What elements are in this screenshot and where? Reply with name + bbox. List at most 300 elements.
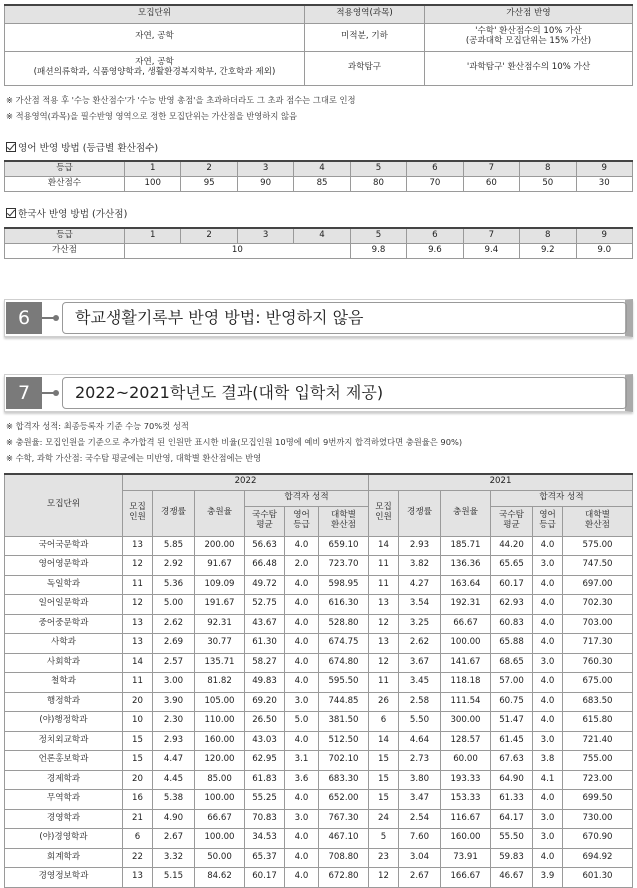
header-year-2021: 2021 (369, 474, 633, 490)
fill-rate-cell: 141.67 (441, 653, 491, 673)
english-grade-cell: 3.1 (285, 751, 319, 771)
unit-name-cell: 독일학과 (5, 575, 123, 595)
fill-rate-cell: 81.82 (195, 673, 245, 693)
header-kst-avg: 국수탐 평균 (491, 506, 533, 536)
kst-avg-cell: 59.83 (491, 848, 533, 868)
grade-cell: 9 (576, 228, 633, 243)
note: ※ 수학, 과학 가산점: 국수탐 평균에는 미반영, 대학별 환산점에는 반영 (6, 453, 262, 463)
univ-score-cell: 381.50 (319, 712, 369, 732)
kst-avg-cell: 61.45 (491, 731, 533, 751)
competition-cell: 4.64 (399, 731, 441, 751)
competition-cell: 5.15 (153, 868, 195, 888)
kst-avg-cell: 60.17 (491, 575, 533, 595)
section-7-banner (4, 374, 633, 412)
quota-cell: 21 (123, 809, 153, 829)
header-fill-rate: 충원율 (441, 490, 491, 536)
quota-cell: 16 (123, 790, 153, 810)
fill-rate-cell: 160.00 (195, 731, 245, 751)
kst-avg-cell: 61.83 (245, 770, 285, 790)
grade-cell: 5 (350, 161, 406, 176)
univ-score-cell: 699.50 (563, 790, 633, 810)
unit-name-cell: 사학과 (5, 634, 123, 654)
english-grade-cell: 4.0 (533, 634, 563, 654)
univ-score-cell: 672.80 (319, 868, 369, 888)
unit-name-cell: 경제학과 (5, 770, 123, 790)
quota-cell: 11 (369, 556, 399, 576)
competition-cell: 3.04 (399, 848, 441, 868)
area-cell: 과학탐구 (305, 51, 425, 85)
note: ※ 충원율: 모집인원을 기준으로 추가합격 된 인원만 표시한 비율(모집인원 10명에 예비 9번까지 합격하였다면 충원율은 90%) (6, 437, 463, 447)
grade-cell: 1 (125, 161, 181, 176)
competition-cell: 3.80 (399, 770, 441, 790)
english-grade-cell: 3.0 (533, 556, 563, 576)
bonus-cell: 9.8 (350, 243, 406, 258)
header-competition: 경쟁률 (399, 490, 441, 536)
kst-avg-cell: 60.17 (245, 868, 285, 888)
fill-rate-cell: 85.00 (195, 770, 245, 790)
english-grade-cell: 3.9 (533, 868, 563, 888)
kst-avg-cell: 61.30 (245, 634, 285, 654)
unit-name-cell: 철학과 (5, 673, 123, 693)
grade-cell: 6 (407, 228, 463, 243)
univ-score-cell: 723.70 (319, 556, 369, 576)
kst-avg-cell: 62.95 (245, 751, 285, 771)
header-competition: 경쟁률 (153, 490, 195, 536)
header-unit: 모집단위 (5, 5, 305, 23)
fill-rate-cell: 105.00 (195, 692, 245, 712)
quota-cell: 13 (123, 536, 153, 556)
quota-cell: 6 (369, 712, 399, 732)
quota-cell: 20 (123, 770, 153, 790)
quota-cell: 23 (369, 848, 399, 868)
competition-cell: 2.92 (153, 556, 195, 576)
competition-cell: 4.45 (153, 770, 195, 790)
english-grade-cell: 3.0 (533, 653, 563, 673)
unit-name-cell: 국어국문학과 (5, 536, 123, 556)
bonus-cell: 9.0 (576, 243, 633, 258)
unit-name-cell: (야)행정학과 (5, 712, 123, 732)
bonus-cell: 9.6 (407, 243, 463, 258)
grade-cell: 4 (294, 228, 350, 243)
quota-cell: 11 (123, 673, 153, 693)
kst-avg-cell: 55.25 (245, 790, 285, 810)
quota-cell: 13 (369, 595, 399, 615)
quota-cell: 15 (369, 751, 399, 771)
fill-rate-cell: 91.67 (195, 556, 245, 576)
univ-score-cell: 744.85 (319, 692, 369, 712)
header-fill-rate: 충원율 (195, 490, 245, 536)
competition-cell: 2.93 (153, 731, 195, 751)
grade-cell: 6 (407, 161, 463, 176)
quota-cell: 26 (369, 692, 399, 712)
grade-cell: 9 (576, 161, 633, 176)
univ-score-cell: 717.30 (563, 634, 633, 654)
header-kst-avg: 국수탐 평균 (245, 506, 285, 536)
kst-avg-cell: 57.00 (491, 673, 533, 693)
unit-name-cell: 행정학과 (5, 692, 123, 712)
english-grade-cell: 4.0 (285, 829, 319, 849)
grade-cell: 8 (520, 228, 576, 243)
score-cell: 30 (576, 176, 633, 191)
unit-name-cell: 언론홍보학과 (5, 751, 123, 771)
univ-score-cell: 616.30 (319, 595, 369, 615)
score-cell: 50 (520, 176, 576, 191)
english-grade-cell: 4.0 (533, 673, 563, 693)
quota-cell: 13 (369, 634, 399, 654)
univ-score-cell: 760.30 (563, 653, 633, 673)
table-row (5, 790, 633, 810)
header-english-grade: 영어 등급 (285, 506, 319, 536)
fill-rate-cell: 136.36 (441, 556, 491, 576)
english-grade-cell: 4.0 (285, 595, 319, 615)
kst-avg-cell: 55.50 (491, 829, 533, 849)
table-row (5, 829, 633, 849)
competition-cell: 3.45 (399, 673, 441, 693)
bonus-label: 가산점 (5, 243, 125, 258)
checkbox-icon (6, 142, 16, 152)
fill-rate-cell: 84.62 (195, 868, 245, 888)
quota-cell: 24 (369, 809, 399, 829)
kst-avg-cell: 67.63 (491, 751, 533, 771)
univ-score-cell: 697.00 (563, 575, 633, 595)
english-section-title: 영어 반영 방법 (등급별 환산점수) (6, 140, 158, 154)
english-table (4, 160, 633, 192)
fill-rate-cell: 92.31 (195, 614, 245, 634)
univ-score-cell: 467.10 (319, 829, 369, 849)
fill-rate-cell: 109.09 (195, 575, 245, 595)
score-cell: 95 (181, 176, 237, 191)
quota-cell: 14 (123, 653, 153, 673)
kst-avg-cell: 46.67 (491, 868, 533, 888)
kst-avg-cell: 60.75 (491, 692, 533, 712)
fill-rate-cell: 66.67 (441, 614, 491, 634)
competition-cell: 2.30 (153, 712, 195, 732)
table-row (5, 536, 633, 556)
competition-cell: 2.54 (399, 809, 441, 829)
fill-rate-cell: 191.67 (195, 595, 245, 615)
bonus-cell: '과학탐구' 환산점수의 10% 가산 (425, 51, 633, 85)
kst-avg-cell: 43.67 (245, 614, 285, 634)
header-pass-scores: 합격자 성적 (245, 490, 369, 506)
quota-cell: 22 (123, 848, 153, 868)
competition-cell: 2.73 (399, 751, 441, 771)
competition-cell: 2.58 (399, 692, 441, 712)
table-row (5, 809, 633, 829)
univ-score-cell: 601.30 (563, 868, 633, 888)
english-grade-cell: 3.0 (285, 692, 319, 712)
competition-cell: 4.47 (153, 751, 195, 771)
quota-cell: 15 (123, 731, 153, 751)
english-grade-cell: 4.0 (533, 848, 563, 868)
fill-rate-cell: 118.18 (441, 673, 491, 693)
bonus-merged-cell: 10 (125, 243, 351, 258)
table-row (5, 868, 633, 888)
header-univ-score: 대학별 환산점 (319, 506, 369, 536)
header-english-grade: 영어 등급 (533, 506, 563, 536)
fill-rate-cell: 100.00 (441, 634, 491, 654)
competition-cell: 2.93 (399, 536, 441, 556)
quota-cell: 20 (123, 692, 153, 712)
results-table (4, 473, 633, 888)
competition-cell: 7.60 (399, 829, 441, 849)
univ-score-cell: 767.30 (319, 809, 369, 829)
univ-score-cell: 674.75 (319, 634, 369, 654)
english-grade-cell: 3.8 (533, 751, 563, 771)
fill-rate-cell: 66.67 (195, 809, 245, 829)
section-title: 학교생활기록부 반영 방법: 반영하지 않음 (62, 302, 627, 334)
english-grade-cell: 5.0 (285, 712, 319, 732)
fill-rate-cell: 50.00 (195, 848, 245, 868)
univ-score-cell: 659.10 (319, 536, 369, 556)
bonus-cell: 9.4 (463, 243, 519, 258)
section-number: 6 (6, 302, 42, 334)
english-grade-cell: 4.0 (533, 575, 563, 595)
kst-avg-cell: 70.83 (245, 809, 285, 829)
kst-avg-cell: 65.88 (491, 634, 533, 654)
quota-cell: 12 (123, 556, 153, 576)
fill-rate-cell: 111.54 (441, 692, 491, 712)
competition-cell: 2.57 (153, 653, 195, 673)
bonus-table (4, 4, 633, 86)
quota-cell: 5 (369, 829, 399, 849)
history-section-title: 한국사 반영 방법 (가산점) (6, 206, 127, 220)
english-grade-cell: 4.0 (285, 848, 319, 868)
fill-rate-cell: 166.67 (441, 868, 491, 888)
grade-cell: 3 (237, 228, 293, 243)
kst-avg-cell: 61.33 (491, 790, 533, 810)
unit-name-cell: 회계학과 (5, 848, 123, 868)
table-row (5, 751, 633, 771)
table-row (5, 731, 633, 751)
grade-label: 등급 (5, 161, 125, 176)
quota-cell: 13 (123, 868, 153, 888)
quota-cell: 11 (369, 575, 399, 595)
univ-score-cell: 528.80 (319, 614, 369, 634)
unit-name-cell: 경영정보학과 (5, 868, 123, 888)
unit-cell: 자연, 공학 (패션의류학과, 식품영양학과, 생활환경복지학부, 간호학과 제외) (5, 51, 305, 85)
quota-cell: 12 (369, 614, 399, 634)
score-label: 환산점수 (5, 176, 125, 191)
header-area: 적용영역(과목) (305, 5, 425, 23)
english-grade-cell: 3.0 (533, 809, 563, 829)
english-grade-cell: 4.0 (533, 790, 563, 810)
checkbox-icon (6, 208, 16, 218)
fill-rate-cell: 110.00 (195, 712, 245, 732)
english-grade-cell: 3.6 (285, 770, 319, 790)
fill-rate-cell: 128.57 (441, 731, 491, 751)
univ-score-cell: 675.00 (563, 673, 633, 693)
grade-cell: 5 (350, 228, 406, 243)
header-quota: 모집 인원 (123, 490, 153, 536)
competition-cell: 3.90 (153, 692, 195, 712)
quota-cell: 14 (369, 536, 399, 556)
univ-score-cell: 747.50 (563, 556, 633, 576)
unit-name-cell: 경영학과 (5, 809, 123, 829)
competition-cell: 5.50 (399, 712, 441, 732)
note: ※ 적용영역(과목)을 필수반영 영역으로 정한 모집단위는 가산점을 반영하지 않음 (6, 111, 298, 121)
english-grade-cell: 4.0 (533, 536, 563, 556)
score-cell: 60 (463, 176, 519, 191)
quota-cell: 11 (123, 575, 153, 595)
kst-avg-cell: 65.37 (245, 848, 285, 868)
score-cell: 85 (294, 176, 350, 191)
kst-avg-cell: 60.83 (491, 614, 533, 634)
table-row (5, 575, 633, 595)
header-bonus: 가산점 반영 (425, 5, 633, 23)
kst-avg-cell: 65.65 (491, 556, 533, 576)
english-grade-cell: 4.0 (533, 692, 563, 712)
kst-avg-cell: 58.27 (245, 653, 285, 673)
competition-cell: 3.00 (153, 673, 195, 693)
grade-cell: 3 (237, 161, 293, 176)
univ-score-cell: 595.50 (319, 673, 369, 693)
competition-cell: 3.54 (399, 595, 441, 615)
quota-cell: 15 (123, 751, 153, 771)
grade-cell: 7 (463, 161, 519, 176)
quota-cell: 12 (369, 868, 399, 888)
univ-score-cell: 702.30 (563, 595, 633, 615)
fill-rate-cell: 193.33 (441, 770, 491, 790)
fill-rate-cell: 60.00 (441, 751, 491, 771)
table-row (5, 770, 633, 790)
competition-cell: 5.36 (153, 575, 195, 595)
fill-rate-cell: 116.67 (441, 809, 491, 829)
history-table (4, 227, 633, 259)
quota-cell: 11 (369, 673, 399, 693)
competition-cell: 5.00 (153, 595, 195, 615)
competition-cell: 2.62 (399, 634, 441, 654)
quota-cell: 13 (123, 634, 153, 654)
section-number: 7 (6, 377, 42, 409)
kst-avg-cell: 43.03 (245, 731, 285, 751)
univ-score-cell: 723.00 (563, 770, 633, 790)
univ-score-cell: 575.00 (563, 536, 633, 556)
univ-score-cell: 615.80 (563, 712, 633, 732)
univ-score-cell: 674.80 (319, 653, 369, 673)
table-row (5, 634, 633, 654)
fill-rate-cell: 100.00 (195, 790, 245, 810)
competition-cell: 3.25 (399, 614, 441, 634)
competition-cell: 2.69 (153, 634, 195, 654)
competition-cell: 3.67 (399, 653, 441, 673)
univ-score-cell: 683.50 (563, 692, 633, 712)
english-grade-cell: 4.0 (285, 614, 319, 634)
score-cell: 90 (237, 176, 293, 191)
competition-cell: 5.85 (153, 536, 195, 556)
grade-cell: 2 (181, 161, 237, 176)
competition-cell: 3.82 (399, 556, 441, 576)
univ-score-cell: 683.30 (319, 770, 369, 790)
english-grade-cell: 4.0 (533, 614, 563, 634)
grade-cell: 7 (463, 228, 519, 243)
fill-rate-cell: 163.64 (441, 575, 491, 595)
header-univ-score: 대학별 환산점 (563, 506, 633, 536)
competition-cell: 3.32 (153, 848, 195, 868)
note: ※ 가산점 적용 후 '수능 환산점수'가 '수능 반영 총점'을 초과하더라도 그 초과 점수는 그대로 인정 (6, 95, 356, 105)
kst-avg-cell: 69.20 (245, 692, 285, 712)
english-grade-cell: 4.1 (533, 770, 563, 790)
quota-cell: 10 (123, 712, 153, 732)
note: ※ 합격자 성적: 최종등록자 기준 수능 70%컷 성적 (6, 421, 189, 431)
univ-score-cell: 730.00 (563, 809, 633, 829)
univ-score-cell: 652.00 (319, 790, 369, 810)
quota-cell: 15 (369, 790, 399, 810)
unit-cell: 자연, 공학 (5, 23, 305, 51)
kst-avg-cell: 64.17 (491, 809, 533, 829)
quota-cell: 15 (369, 770, 399, 790)
univ-score-cell: 708.80 (319, 848, 369, 868)
score-cell: 80 (350, 176, 406, 191)
fill-rate-cell: 135.71 (195, 653, 245, 673)
english-grade-cell: 2.0 (285, 556, 319, 576)
kst-avg-cell: 51.47 (491, 712, 533, 732)
fill-rate-cell: 200.00 (195, 536, 245, 556)
bonus-cell: 9.2 (520, 243, 576, 258)
english-grade-cell: 4.0 (285, 653, 319, 673)
grade-cell: 2 (181, 228, 237, 243)
english-grade-cell: 4.0 (285, 790, 319, 810)
english-grade-cell: 4.0 (533, 595, 563, 615)
quota-cell: 14 (369, 731, 399, 751)
univ-score-cell: 598.95 (319, 575, 369, 595)
grade-cell: 1 (125, 228, 181, 243)
univ-score-cell: 670.90 (563, 829, 633, 849)
bonus-cell: '수학' 환산점수의 10% 가산 (공과대학 모집단위는 15% 가산) (425, 23, 633, 51)
table-row (5, 848, 633, 868)
competition-cell: 5.38 (153, 790, 195, 810)
english-grade-cell: 3.0 (533, 731, 563, 751)
quota-cell: 13 (123, 614, 153, 634)
header-pass-scores: 합격자 성적 (491, 490, 633, 506)
kst-avg-cell: 49.83 (245, 673, 285, 693)
univ-score-cell: 703.00 (563, 614, 633, 634)
kst-avg-cell: 62.93 (491, 595, 533, 615)
grade-cell: 8 (520, 161, 576, 176)
score-cell: 100 (125, 176, 181, 191)
fill-rate-cell: 120.00 (195, 751, 245, 771)
english-grade-cell: 4.0 (285, 536, 319, 556)
unit-name-cell: 정치외교학과 (5, 731, 123, 751)
kst-avg-cell: 68.65 (491, 653, 533, 673)
competition-cell: 3.47 (399, 790, 441, 810)
unit-name-cell: 중어중문학과 (5, 614, 123, 634)
unit-name-cell: 영어영문학과 (5, 556, 123, 576)
fill-rate-cell: 300.00 (441, 712, 491, 732)
english-grade-cell: 4.0 (285, 673, 319, 693)
fill-rate-cell: 160.00 (441, 829, 491, 849)
unit-name-cell: (야)경영학과 (5, 829, 123, 849)
header-year-2022: 2022 (123, 474, 369, 490)
competition-cell: 2.62 (153, 614, 195, 634)
english-grade-cell: 4.0 (285, 575, 319, 595)
table-row (5, 595, 633, 615)
header-unit: 모집단위 (5, 474, 123, 536)
competition-cell: 4.90 (153, 809, 195, 829)
kst-avg-cell: 49.72 (245, 575, 285, 595)
english-grade-cell: 4.0 (285, 731, 319, 751)
kst-avg-cell: 34.53 (245, 829, 285, 849)
table-row (5, 692, 633, 712)
section-title: 2022~2021학년도 결과(대학 입학처 제공) (62, 377, 627, 409)
header-quota: 모집 인원 (369, 490, 399, 536)
english-grade-cell: 3.0 (533, 829, 563, 849)
fill-rate-cell: 153.33 (441, 790, 491, 810)
fill-rate-cell: 30.77 (195, 634, 245, 654)
competition-cell: 2.67 (153, 829, 195, 849)
competition-cell: 2.67 (399, 868, 441, 888)
section-6-banner (4, 299, 633, 337)
kst-avg-cell: 52.75 (245, 595, 285, 615)
